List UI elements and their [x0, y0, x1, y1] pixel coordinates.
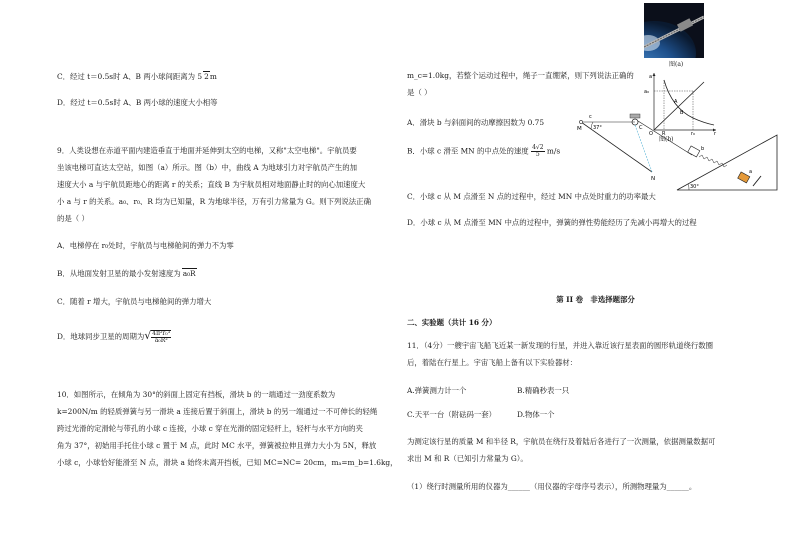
q10-option-b: B．小球 c 滑至 MN 的中点处的速度 $\frac{4√2}{5}$ m/s	[407, 144, 561, 158]
q10-line: 10．如图所示，在倾角为 30°的斜面上固定有挡板，滑块 b 的一端通过一劲度系数为	[57, 390, 336, 399]
equipment-d: D.物体一个	[517, 410, 555, 419]
q9-line: 小 a 与 r 的关系。a₀、r₀、R 均为已知量，R 为地球半径，万有引力常量为 G。则下列说法正确	[57, 197, 371, 206]
axis-a-label: a	[649, 74, 653, 80]
q9-option-d: D．地球同步卫星的周期为√ $\frac{\text{4π²r₀³}}{\text{a₀R²}}$	[57, 329, 171, 344]
q9-option-a: A．电梯停在 r₀处时，宇航员与电梯舱间的弹力不为零	[57, 241, 234, 250]
a0-label: a₀	[644, 89, 650, 95]
q10-apparatus-figure	[577, 100, 782, 195]
point-m-label: M	[577, 126, 582, 132]
figure-b-caption: 图(b)	[659, 136, 674, 143]
block-b-label: b	[701, 146, 705, 152]
q11-line: 后，着陆在行星上。宇宙飞船上备有以下实验器材：	[407, 358, 577, 367]
curve-b-label: B	[680, 110, 684, 116]
q10-line: 小球 c，小球恰好能滑至 N 点，滑块 a 始终未离开挡板，已知 MC=NC= 20cm，mₐ=m_b=1.6kg，	[57, 458, 398, 467]
figure-a-caption: 图(a)	[669, 61, 684, 68]
block-a-label: a	[749, 169, 753, 175]
section-title: 第 II 卷 非选择题部分	[556, 295, 635, 304]
q10-option-c: C．小球 c 从 M 点滑至 N 点的过程中，经过 MN 中点处时重力的功率最大	[407, 192, 656, 201]
q11-line: 为测定该行星的质量 M 和半径 R，宇航员在绕行及着陆后各进行了一次测量，依据测量数据可	[407, 437, 716, 446]
q10-option-a: A．滑块 b 与斜面间的动摩擦因数为 0.75	[407, 118, 545, 127]
q10-continued: 是（ ）	[407, 88, 432, 97]
q10-line: 角为 37°，初始用手托住小球 c 置于 M 点，此时 MC 水平，弹簧被拉伸且弹力大小为 5N，释放	[57, 441, 377, 450]
q10-option-d: D．小球 c 从 M 点滑至 MN 中点的过程中，弹簧的弹性势能经历了先减小再增大的过程	[407, 218, 697, 227]
q11-line: 求出 M 和 R（已知引力常量为 G）。	[407, 454, 528, 463]
q11-subquestion-1: （1）绕行时测量所用的仪器为______（用仪器的字母序号表示），所测物理量为______。	[407, 482, 697, 491]
ball-c-label: c	[589, 114, 592, 120]
equipment-b: B.精确秒表一只	[517, 386, 570, 395]
equipment-c: C.天平一台（附砝码一套）	[407, 410, 497, 419]
figure-a-photo	[644, 3, 704, 58]
angle-37-label: 37°	[593, 125, 602, 131]
section-two-heading: 二、实验题（共计 16 分）	[407, 318, 497, 327]
q10-line: k=200N/m 的轻质弹簧与另一滑块 a 连接后置于斜面上，滑块 b 的另一端通过一不可伸长的轻绳	[57, 407, 378, 416]
option-d-previous: D．经过 t＝0.5s时 A、B 两小球的速度大小相等	[57, 98, 218, 107]
angle-30-label: 30°	[690, 184, 699, 190]
q9-option-c: C．随着 r 增大，宇航员与电梯舱间的弹力增大	[57, 297, 212, 306]
q9-line: 速度大小 a 与宇航员距地心的距离 r 的关系；直线 B 为宇航员相对地面静止时的向心加速度大	[57, 180, 366, 189]
q10-line: 跨过光滑的定滑轮与带孔的小球 c 连接，小球 c 穿在光滑的固定轻杆上，轻杆与水平方向的夹	[57, 424, 363, 433]
option-c-previous: C．经过 t＝0.5s时 A、B 两小球间距离为 5 2m	[57, 72, 217, 81]
r-label: r	[714, 131, 717, 135]
origin-label: O	[649, 131, 653, 135]
q10-continued: m_c=1.0kg，若整个运动过程中，绳子一直绷紧，则下列说法正确的	[407, 71, 634, 80]
q9-line: 的是（ ）	[57, 214, 89, 223]
right-column	[397, 0, 794, 560]
big-r-label: R	[662, 131, 666, 135]
q9-line: 9．人类设想在赤道平面内建造垂直于地面并延伸到太空的电梯，又称"太空电梯"。宇航员要	[57, 146, 357, 155]
point-n-label: N	[651, 176, 656, 182]
equipment-a: A.弹簧测力计一个	[407, 386, 467, 395]
q9-option-b: B．从地面发射卫星的最小发射速度为 a₀R	[57, 269, 196, 278]
q9-line: 坐该电梯可直达太空站，如图（a）所示。图（b）中，曲线 A 为地球引力对宇航员产生的加	[57, 163, 358, 172]
r0-label: r₀	[691, 131, 696, 135]
curve-a-label: A	[674, 99, 678, 105]
point-c-label: C	[639, 125, 643, 131]
q11-line: 11．（4分）一艘宇宙飞船飞近某一新发现的行星，并进入靠近该行星表面的圆形轨道绕行数圈	[407, 341, 714, 350]
